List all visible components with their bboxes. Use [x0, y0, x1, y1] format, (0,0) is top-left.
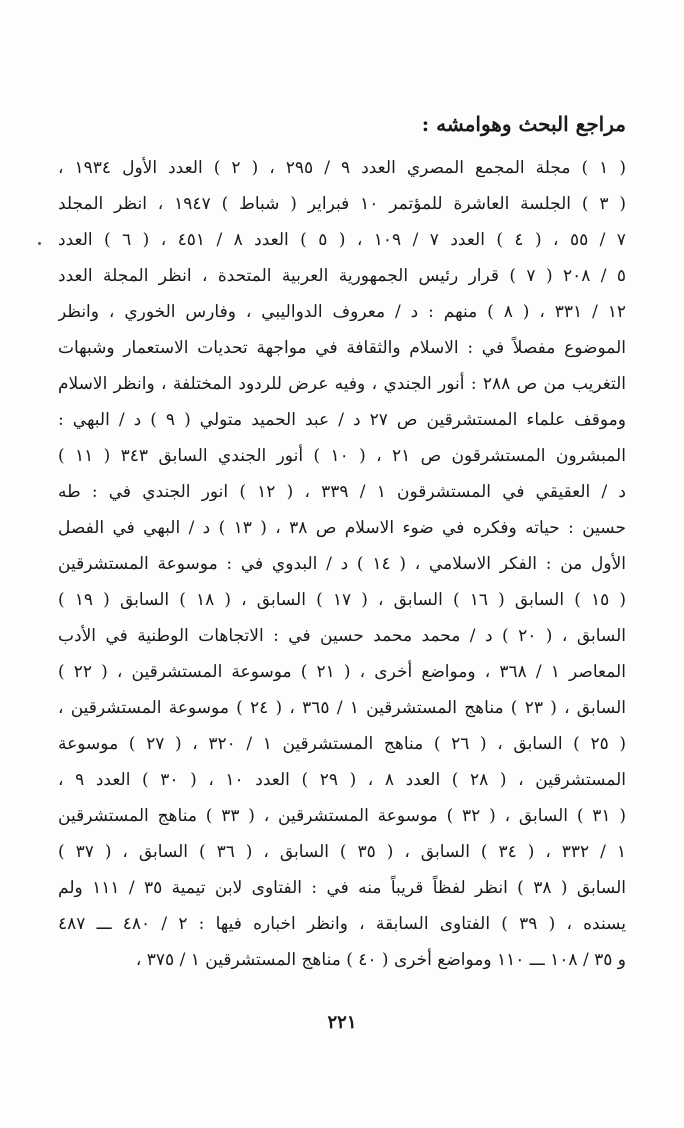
page-number: ٢٢١ — [327, 1012, 357, 1033]
text-line: ( ١٥ ) السابق ( ١٦ ) السابق ، ( ١٧ ) السابق ، ( ١٨ ) السابق ( ١٩ ) — [58, 590, 626, 610]
text-line: السابق ( ٣٨ ) انظر لفظاً قريباً منه في : الفتاوى لابن تيمية ٣٥ / ١١١ ولم — [58, 878, 626, 898]
text-line: ( ٢٥ ) السابق ، ( ٢٦ ) مناهج المستشرقين ١ / ٣٢٠ ، ( ٢٧ ) موسوعة — [58, 734, 626, 754]
text-line: ( ١ ) مجلة المجمع المصري العدد ٩ / ٢٩٥ ، ( ٢ ) العدد الأول ١٩٣٤ ، — [58, 158, 626, 178]
text-line: المعاصر ١ / ٣٦٨ ، ومواضع أخرى ، ( ٢١ ) موسوعة المستشرقين ، ( ٢٢ ) — [58, 662, 626, 682]
text-line: المستشرقين ، ( ٢٨ ) العدد ٨ ، ( ٢٩ ) العدد ١٠ ، ( ٣٠ ) العدد ٩ ، — [58, 770, 626, 790]
scan-speck — [38, 242, 41, 245]
text-line: ١٢ / ٣٣١ ، ( ٨ ) منهم : د / معروف الدواليبي ، وفارس الخوري ، وانظر — [58, 302, 626, 322]
text-line: ١ / ٣٣٢ ، ( ٣٤ ) السابق ، ( ٣٥ ) السابق ، ( ٣٦ ) السابق ، ( ٣٧ ) — [58, 842, 626, 862]
text-line: ٧ / ٥٥ ، ( ٤ ) العدد ٧ / ١٠٩ ، ( ٥ ) العدد ٨ / ٤٥١ ، ( ٦ ) العدد — [58, 230, 626, 250]
text-line: ( ٣ ) الجلسة العاشرة للمؤتمر ١٠ فبراير ( شباط ) ١٩٤٧ ، انظر المجلد — [58, 194, 626, 214]
text-line: د / العقيقي في المستشرقون ١ / ٣٣٩ ، ( ١٢ ) انور الجندي في : طه — [58, 482, 626, 502]
text-line: يسنده ، ( ٣٩ ) الفتاوى السابقة ، وانظر اخباره فيها : ٢ / ٤٨٠ ـــ ٤٨٧ — [58, 914, 626, 934]
text-line: و ٣٥ / ١٠٨ ـــ ١١٠ ومواضع أخرى ( ٤٠ ) مناهج المستشرقين ١ / ٣٧٥ ، — [135, 950, 626, 970]
text-line: التغريب من ص ٢٨٨ : أنور الجندي ، وفيه عرض للردود المختلفة ، وانظر الاسلام — [58, 374, 626, 394]
text-line: ( ٣١ ) السابق ، ( ٣٢ ) موسوعة المستشرقين ، ( ٣٣ ) مناهج المستشرقين — [58, 806, 626, 826]
section-heading: مراجع البحث وهوامشه : — [421, 112, 626, 136]
text-line: الأول من : الفكر الاسلامي ، ( ١٤ ) د / البدوي في : موسوعة المستشرقين — [58, 554, 626, 574]
text-line: السابق ، ( ٢٣ ) مناهج المستشرقين ١ / ٣٦٥ ، ( ٢٤ ) موسوعة المستشرقين ، — [58, 698, 626, 718]
text-line: ٥ / ٢٠٨ ( ٧ ) قرار رئيس الجمهورية العربية المتحدة ، انظر المجلة العدد — [58, 266, 626, 286]
text-line: المبشرون المستشرقون ص ٢١ ، ( ١٠ ) أنور الجندي السابق ٣٤٣ ( ١١ ) — [58, 446, 626, 466]
text-line: السابق ، ( ٢٠ ) د / محمد محمد حسين في : الاتجاهات الوطنية في الأدب — [58, 626, 626, 646]
text-line: وموقف علماء المستشرقين ص ٢٧ د / عبد الحميد متولي ( ٩ ) د / البهي : — [58, 410, 626, 430]
text-line: حسين : حياته وفكره في ضوء الاسلام ص ٣٨ ، ( ١٣ ) د / البهي في الفصل — [58, 518, 626, 538]
text-line: الموضوع مفصلاً في : الاسلام والثقافة في مواجهة تحديات الاستعمار وشبهات — [58, 338, 626, 358]
references-text — [58, 150, 626, 978]
